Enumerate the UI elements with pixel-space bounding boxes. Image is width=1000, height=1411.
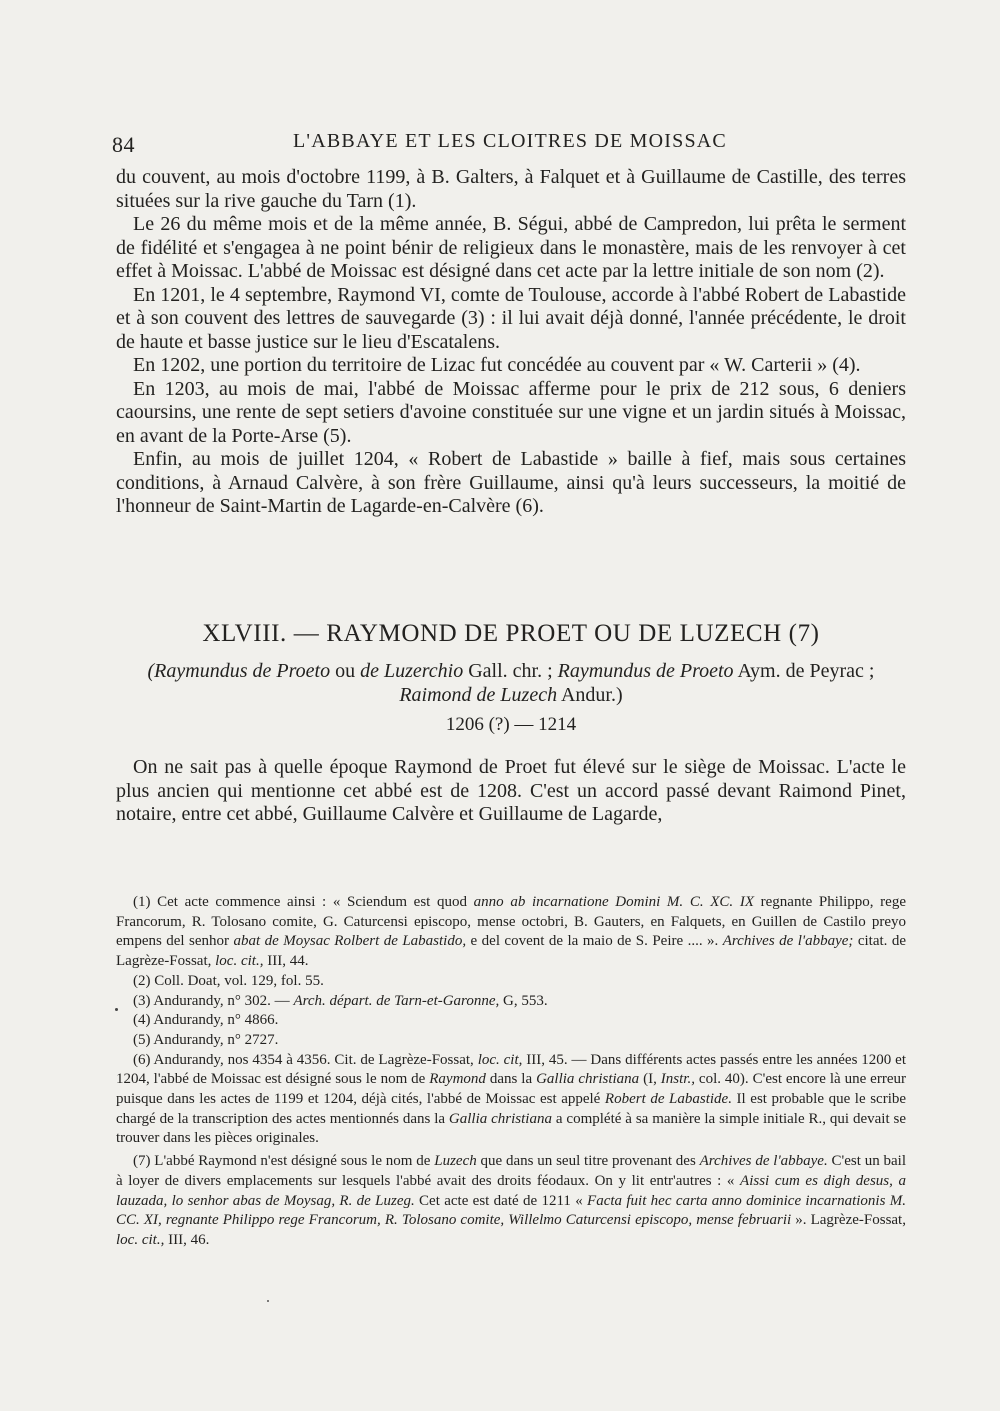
- footnote-text: loc. cit,: [477, 1051, 523, 1068]
- subheading-text: Gall. chr. ;: [463, 660, 558, 682]
- footnote-text: abat de Moysac Rolbert de Labastido,: [233, 933, 467, 950]
- footnote-text: Archives de l'abbaye.: [699, 1153, 828, 1170]
- footnote-1: [116, 893, 906, 972]
- paragraph: En 1202, une portion du territoire de Lizac fut concédée au couvent par « W. Carterii » (4).: [133, 354, 861, 376]
- footnote-3: [116, 992, 906, 1012]
- footnote-text: C'est un bail à loyer de divers emplacements sur lesquels l'abbé avait des droits féodaux. On y lit entr'autres : «: [116, 1153, 906, 1189]
- footnote-text: loc. cit.,: [116, 1231, 165, 1248]
- footnote-text: (7) L'abbé Raymond n'est désigné sous le nom de: [133, 1153, 435, 1170]
- footnote-text: Il est probable que le scribe chargé de la transcription des actes mentionnés dans la: [116, 1091, 907, 1127]
- footnote-text: (3) Andurandy, n° 302. —: [133, 992, 294, 1009]
- footnote-text: G, 553.: [499, 992, 548, 1009]
- main-text: [116, 166, 906, 519]
- footnote-text: III, 46.: [164, 1231, 210, 1248]
- footnote-text: (1) Cet acte commence ainsi : « Sciendum est quod: [133, 894, 474, 910]
- subheading-text: Andur.): [557, 684, 623, 706]
- paragraph: En 1203, au mois de mai, l'abbé de Moissac afferme pour le prix de 212 sous, 6 deniers caoursins, une rente de sept setiers d'avoine constituée sur une vigne et un jardin situés à Moissac, en avant de la Porte-Arse (5).: [116, 377, 906, 447]
- page-header: [110, 126, 910, 156]
- section-text: [116, 756, 906, 827]
- footnote-text: col. 40). C'est encore là une erreur puisque dans les actes de 1199 et 1204, déjà cités, l'abbé de Moissac est appelé: [116, 1071, 906, 1108]
- footnote-4: (4) Andurandy, n° 4866.: [133, 1012, 279, 1029]
- footnote-text: a complété à sa manière la simple initiale R., qui devait se trouver dans les pièces originales.: [116, 1110, 906, 1147]
- footnote-text: Raymond: [429, 1071, 486, 1088]
- paragraph: On ne sait pas à quelle époque Raymond de Proet fut élevé sur le siège de Moissac. L'acte le plus ancien qui mentionne cet abbé est de 1208. C'est un accord passé devant Raimond Pinet, notaire, entre cet abbé, Guillaume Calvère et Guillaume de Lagarde,: [116, 756, 906, 825]
- footnote-text: loc. cit.,: [215, 953, 264, 970]
- footnote-text: citat. de Lagrèze-Fossat,: [116, 933, 907, 970]
- subheading-text: (Raymundus de Proeto: [147, 660, 331, 682]
- section-heading: XLVIII. — RAYMOND DE PROET OU DE LUZECH (7): [202, 620, 820, 647]
- footnote-text: III, 45. — Dans différents actes passés entre les années 1200 et 1204, l'abbé de Moissac est désigné sous le nom de: [116, 1051, 906, 1088]
- paragraph: du couvent, au mois d'octobre 1199, à B. Galters, à Falquet et à Guillaume de Castille, des terres situées sur la rive gauche du Tarn (1).: [116, 166, 906, 212]
- footnote-text: Luzech: [434, 1153, 477, 1170]
- footnote-text: (I,: [639, 1071, 661, 1088]
- section-subheading: [116, 659, 906, 707]
- footnote-text: anno ab incarnatione Domini M. C. XC. IX: [473, 894, 754, 910]
- footnote-text: que dans un seul titre provenant des: [476, 1153, 700, 1170]
- paragraph: Le 26 du même mois et de la même année, B. Ségui, abbé de Campredon, lui prêta le serment de fidélité et s'engagea à ne point bénir de religieux dans le monastère, mais de les renvoyer à cet effet à Moissac. L'abbé de Moissac est désigné dans cet acte par la lettre initiale de son nom (2).: [116, 213, 906, 282]
- subheading-text: Aym. de Peyrac ;: [733, 660, 875, 682]
- footnote-text: Archives de l'abbaye;: [722, 933, 854, 950]
- subheading-text: Raymundus de Proeto: [557, 660, 734, 682]
- running-title: L'ABBAYE ET LES CLOITRES DE MOISSAC: [293, 130, 727, 152]
- footnote-text: Facta fuit hec carta anno dominice incarnationis M. CC. XI, regnante Philippo rege Francorum, R. Tolosano comite, Willelmo Caturcensi episcopo, mense februarii: [116, 1192, 907, 1229]
- footnote-5: (5) Andurandy, n° 2727.: [133, 1031, 279, 1048]
- footnote-text: (6) Andurandy, nos 4354 à 4356. Cit. de Lagrèze-Fossat,: [133, 1051, 478, 1068]
- page-number: 84: [112, 132, 135, 157]
- print-speck: [267, 1300, 269, 1302]
- section-dates: 1206 (?) — 1214: [445, 714, 577, 735]
- subheading-text: ou: [330, 660, 361, 682]
- footnote-text: Aissi cum es digh desus, a lauzada, lo senhor abas de Moysag, R. de Luzeg.: [116, 1172, 906, 1209]
- paragraph: En 1201, le 4 septembre, Raymond VI, comte de Toulouse, accorde à l'abbé Robert de Labastide et à son couvent des lettres de sauvegarde (3) : il lui avait déjà donné, l'année précédente, le droit de haute et basse justice sur le lieu d'Escatalens.: [116, 283, 906, 353]
- footnote-text: Arch. départ. de Tarn-et-Garonne,: [293, 992, 500, 1009]
- footnote-text: Gallia christiana: [448, 1110, 552, 1127]
- footnote-7: [116, 1152, 906, 1251]
- paragraph: Enfin, au mois de juillet 1204, « Robert de Labastide » baille à fief, mais sous certaines conditions, à Arnaud Calvère, à son frère Guillaume, ainsi qu'à leurs successeurs, la moitié de l'honneur de Saint-Martin de Lagarde-en-Calvère (6).: [116, 448, 906, 517]
- footnote-text: Cet acte est daté de 1211 «: [414, 1192, 588, 1209]
- subheading-text: de Luzerchio: [360, 660, 464, 682]
- footnote-text: Gallia christiana: [536, 1071, 640, 1088]
- footnote-text: e del covent de la maio de S. Peire .... ».: [466, 933, 723, 950]
- footnote-text: Instr.,: [660, 1071, 695, 1088]
- footnote-text: ». Lagrèze-Fossat,: [791, 1212, 906, 1229]
- footnote-2: (2) Coll. Doat, vol. 129, fol. 55.: [133, 972, 324, 989]
- footnote-text: regnante Philippo, rege Francorum, R. Tolosano comite, G. Caturcensi episcopo, mense octobri, B. Gauters, en Falquets, en Guillen de Castilo preyo empens del senhor: [116, 894, 906, 950]
- footnote-text: Robert de Labastide.: [604, 1091, 732, 1108]
- footnote-text: III, 44.: [263, 953, 309, 970]
- footnotes: [116, 893, 906, 1251]
- footnote-text: dans la: [485, 1071, 537, 1088]
- footnote-6: [116, 1051, 906, 1150]
- subheading-text: Raimond de Luzech: [399, 684, 558, 706]
- print-speck: [115, 1008, 118, 1011]
